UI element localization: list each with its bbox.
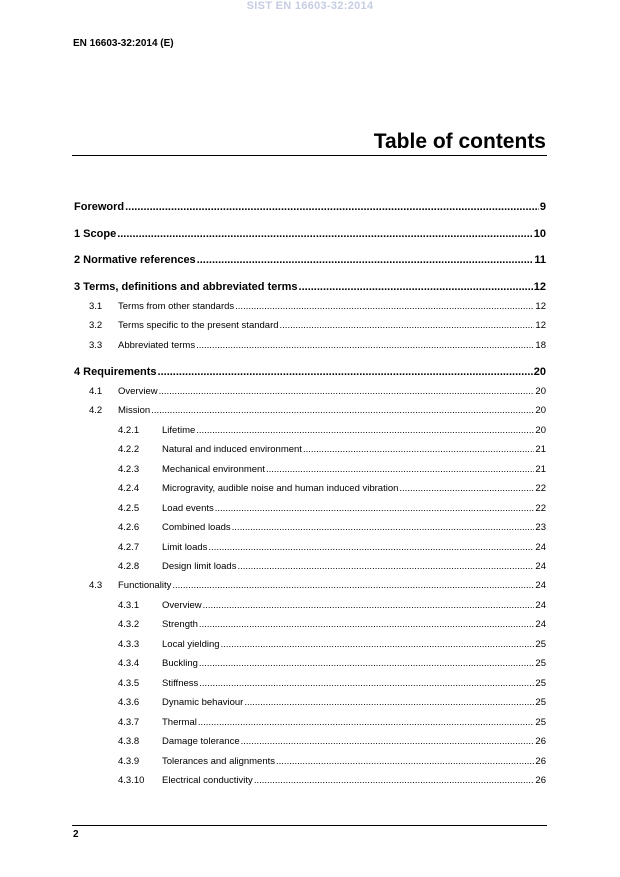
toc-entry[interactable]	[89, 580, 546, 594]
toc-entry[interactable]	[89, 301, 546, 315]
toc-dot-leader	[208, 542, 534, 553]
toc-entry[interactable]	[118, 717, 546, 731]
toc-dot-leader	[199, 678, 534, 689]
toc-entry-label: Design limit loads	[162, 561, 237, 572]
toc-entry[interactable]	[89, 386, 546, 400]
toc-entry-label: Mechanical environment	[162, 464, 265, 475]
toc-entry[interactable]	[74, 201, 546, 215]
toc-entry-label: 3 Terms, definitions and abbreviated terms	[74, 281, 298, 293]
toc-entry-label: Dynamic behaviour	[162, 697, 244, 708]
toc-entry-page: 12	[533, 281, 546, 293]
toc-entry-page: 20	[535, 425, 546, 436]
toc-entry-number: 4.1	[89, 386, 103, 397]
toc-entry[interactable]	[118, 678, 546, 692]
toc-dot-leader	[196, 340, 534, 351]
toc-entry-label: Mission	[118, 405, 151, 416]
toc-entry[interactable]	[118, 658, 546, 672]
toc-entry[interactable]	[118, 522, 546, 536]
toc-dot-leader	[280, 320, 535, 331]
toc-entry-page: 24	[535, 561, 546, 572]
toc-entry-page: 12	[535, 320, 546, 331]
toc-entry-number: 4.3.3	[118, 639, 140, 650]
toc-dot-leader	[151, 405, 534, 416]
toc-entry[interactable]	[118, 639, 546, 653]
toc-entry[interactable]	[74, 228, 546, 242]
toc-entry-page: 25	[535, 697, 546, 708]
toc-entry[interactable]	[118, 444, 546, 458]
toc-entry-number: 4.3.5	[118, 678, 140, 689]
toc-entry-number: 3.2	[89, 320, 103, 331]
toc-dot-leader	[159, 386, 535, 397]
toc-entry-label: Electrical conductivity	[162, 775, 253, 786]
toc-entry-label: Limit loads	[162, 542, 208, 553]
toc-entry[interactable]	[118, 775, 546, 789]
toc-entry-page: 10	[533, 228, 546, 240]
toc-entry-label: Load events	[162, 503, 214, 514]
toc-entry-page: 9	[539, 201, 546, 213]
toc-entry-page: 22	[535, 503, 546, 514]
toc-dot-leader	[232, 522, 535, 533]
toc-entry-label: Stiffness	[162, 678, 199, 689]
toc-entry-page: 20	[535, 405, 546, 416]
toc-dot-leader	[276, 756, 534, 767]
toc-entry-label: Terms specific to the present standard	[118, 320, 279, 331]
toc-entry-page: 24	[535, 580, 546, 591]
toc-entry[interactable]	[118, 483, 546, 497]
toc-entry[interactable]	[74, 281, 546, 295]
toc-entry-page: 24	[535, 619, 546, 630]
toc-entry[interactable]	[74, 254, 546, 268]
toc-entry[interactable]	[118, 464, 546, 478]
toc-entry-page: 25	[535, 717, 546, 728]
toc-entry-label: 1 Scope	[74, 228, 117, 240]
toc-entry-number: 4.3.10	[118, 775, 145, 786]
toc-dot-leader	[197, 254, 534, 266]
toc-entry-label: 4 Requirements	[74, 366, 157, 378]
toc-entry-label: Thermal	[162, 717, 197, 728]
title-divider	[72, 155, 547, 156]
toc-entry-label: Buckling	[162, 658, 198, 669]
toc-dot-leader	[221, 639, 535, 650]
watermark: SIST EN 16603-32:2014	[246, 0, 374, 12]
toc-dot-leader	[235, 301, 534, 312]
toc-entry-number: 4.2.2	[118, 444, 140, 455]
toc-dot-leader	[266, 464, 534, 475]
toc-entry[interactable]	[74, 366, 546, 380]
toc-entry-label: Overview	[162, 600, 202, 611]
toc-entry-label: Foreword	[74, 201, 125, 213]
toc-entry-page: 24	[535, 600, 546, 611]
toc-dot-leader	[241, 736, 535, 747]
toc-entry[interactable]	[89, 320, 546, 334]
toc-entry-label: Terms from other standards	[118, 301, 235, 312]
toc-entry-label: Strength	[162, 619, 198, 630]
toc-entry-page: 26	[535, 756, 546, 767]
footer-divider	[72, 825, 547, 826]
toc-dot-leader	[158, 366, 533, 378]
toc-entry[interactable]	[118, 736, 546, 750]
toc-entry-label: Lifetime	[162, 425, 196, 436]
toc-entry-label: Damage tolerance	[162, 736, 240, 747]
toc-entry-page: 26	[535, 775, 546, 786]
toc-entry-label: Functionality	[118, 580, 172, 591]
toc-entry-label: 2 Normative references	[74, 254, 196, 266]
toc-dot-leader	[237, 561, 534, 572]
toc-entry-number: 4.3.4	[118, 658, 140, 669]
toc-entry-number: 3.3	[89, 340, 103, 351]
toc-entry-page: 11	[534, 254, 546, 266]
toc-entry[interactable]	[89, 405, 546, 419]
toc-entry-page: 21	[535, 464, 546, 475]
toc-entry[interactable]	[118, 600, 546, 614]
toc-entry-page: 23	[535, 522, 546, 533]
toc-entry-number: 4.2.1	[118, 425, 140, 436]
toc-entry-page: 25	[535, 678, 546, 689]
toc-entry-number: 3.1	[89, 301, 103, 312]
toc-entry-number: 4.3.9	[118, 756, 140, 767]
toc-dot-leader	[196, 425, 534, 436]
toc-entry-number: 4.2.5	[118, 503, 140, 514]
toc-entry[interactable]	[118, 756, 546, 770]
toc-entry-label: Natural and induced environment	[162, 444, 302, 455]
toc-entry-number: 4.2.8	[118, 561, 140, 572]
toc-dot-leader	[303, 444, 534, 455]
toc-entry-label: Tolerances and alignments	[162, 756, 276, 767]
toc-entry[interactable]	[118, 503, 546, 517]
toc-entry-number: 4.2.3	[118, 464, 140, 475]
toc-entry-page: 22	[535, 483, 546, 494]
toc-entry-number: 4.3	[89, 580, 103, 591]
toc-dot-leader	[125, 201, 539, 213]
toc-entry-number: 4.2.4	[118, 483, 140, 494]
toc-dot-leader	[199, 658, 535, 669]
document-id: EN 16603-32:2014 (E)	[73, 38, 174, 49]
toc-entry[interactable]	[118, 425, 546, 439]
toc-entry-page: 25	[535, 658, 546, 669]
toc-entry-number: 4.3.7	[118, 717, 140, 728]
toc-entry-number: 4.3.1	[118, 600, 140, 611]
toc-entry-page: 18	[535, 340, 546, 351]
toc-entry-page: 20	[535, 386, 546, 397]
toc-dot-leader	[203, 600, 535, 611]
toc-entry[interactable]	[118, 561, 546, 575]
toc-entry-label: Overview	[118, 386, 158, 397]
toc-dot-leader	[199, 619, 535, 630]
toc-dot-leader	[198, 717, 535, 728]
toc-entry-page: 21	[535, 444, 546, 455]
toc-entry-label: Microgravity, audible noise and human induced vibration	[162, 483, 399, 494]
toc-entry-label: Local yielding	[162, 639, 220, 650]
toc-entry[interactable]	[118, 697, 546, 711]
toc-entry-page: 24	[535, 542, 546, 553]
toc-dot-leader	[117, 228, 533, 240]
toc-dot-leader	[172, 580, 534, 591]
toc-entry[interactable]	[118, 542, 546, 556]
page-title: Table of contents	[373, 130, 546, 153]
toc-entry-number: 4.2.7	[118, 542, 140, 553]
toc-entry-page: 20	[533, 366, 546, 378]
toc-dot-leader	[215, 503, 535, 514]
toc-entry-number: 4.3.6	[118, 697, 140, 708]
toc-dot-leader	[254, 775, 535, 786]
toc-entry-label: Abbreviated terms	[118, 340, 196, 351]
page-number: 2	[73, 829, 79, 840]
toc-entry-page: 25	[535, 639, 546, 650]
toc-entry-number: 4.2.6	[118, 522, 140, 533]
toc-entry-page: 26	[535, 736, 546, 747]
toc-entry[interactable]	[89, 340, 546, 354]
toc-entry-number: 4.3.8	[118, 736, 140, 747]
toc-dot-leader	[399, 483, 534, 494]
toc-dot-leader	[299, 281, 533, 293]
toc-entry-number: 4.3.2	[118, 619, 140, 630]
toc-entry-number: 4.2	[89, 405, 103, 416]
toc-entry[interactable]	[118, 619, 546, 633]
toc-dot-leader	[244, 697, 534, 708]
toc-entry-label: Combined loads	[162, 522, 231, 533]
toc-entry-page: 12	[535, 301, 546, 312]
